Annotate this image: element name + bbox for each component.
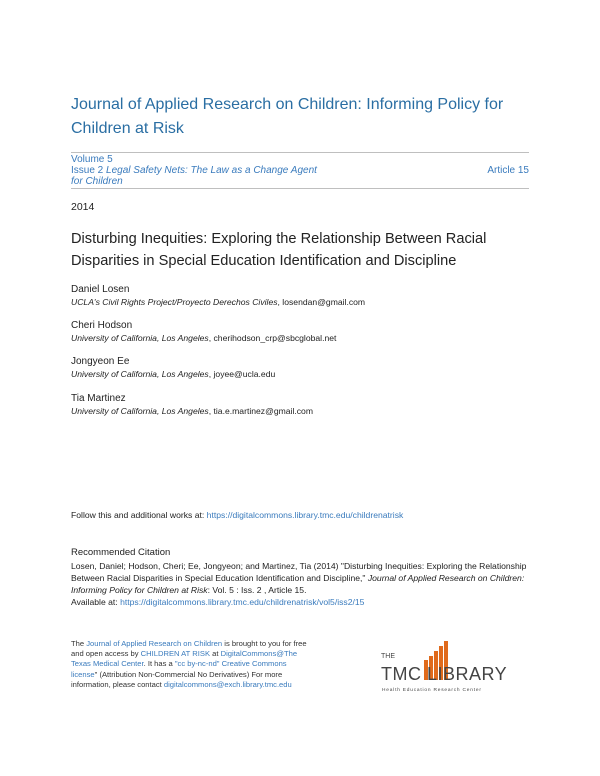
- footer-text: " (Attribution Non-Commercial No Derivatives) For more information, please contact: [71, 669, 283, 689]
- footer-text: The: [71, 639, 87, 648]
- author-affiliation: [71, 368, 531, 380]
- logo-graphic: [378, 636, 528, 696]
- author-email: , cherihodson_crp@sbcglobal.net: [208, 333, 337, 343]
- logo-tagline: Health Education Research Center: [382, 688, 482, 693]
- issue-link[interactable]: [71, 165, 331, 187]
- citation-text: Losen, Daniel; Hodson, Cheri; Ee, Jongyeon; and Martinez, Tia (2014) "Disturbing Inequities: Exploring the Relationship Between Racial Disparities in Special Education Identification and Discipline,": [71, 561, 527, 583]
- logo-the: THE: [381, 653, 395, 660]
- affiliation-text: UCLA's Civil Rights Project/Proyecto Derechos Civiles: [71, 297, 278, 307]
- tmc-library-logo: [378, 636, 528, 696]
- author-affiliation: [71, 405, 531, 417]
- author-name: Tia Martinez: [71, 393, 126, 404]
- author-name: Daniel Losen: [71, 284, 130, 295]
- author-email: , tia.e.martinez@gmail.com: [208, 406, 313, 416]
- volume-link[interactable]: Volume 5: [71, 154, 113, 165]
- available-label: Available at:: [71, 597, 121, 607]
- follow-line: [71, 510, 403, 520]
- follow-link[interactable]: https://digitalcommons.library.tmc.edu/childrenatrisk: [206, 510, 404, 520]
- logo-main-text: TMC LIBRARY: [381, 664, 508, 684]
- footer-notice: [71, 639, 311, 690]
- affiliation-text: University of California, Los Angeles: [71, 333, 209, 343]
- available-link[interactable]: https://digitalcommons.library.tmc.edu/childrenatrisk/vol5/iss2/15: [120, 597, 365, 607]
- author-block: [71, 393, 531, 417]
- publication-year: 2014: [71, 201, 95, 213]
- article-link[interactable]: Article 15: [487, 165, 529, 176]
- author-block: [71, 284, 531, 308]
- issue-title: Legal Safety Nets: The Law as a Change Agent for Children: [71, 165, 317, 187]
- journal-title[interactable]: Journal of Applied Research on Children: Informing Policy for Children at Risk: [71, 96, 504, 137]
- paper-title: Disturbing Inequities: Exploring the Relationship Between Racial Disparities in Special Education Identification and Discipline: [71, 231, 487, 269]
- footer-text: at: [210, 649, 221, 659]
- author-name: Cheri Hodson: [71, 320, 133, 331]
- top-rule: [71, 152, 529, 153]
- footer-text: is brought to you for free and open access by: [71, 639, 307, 659]
- author-block: [71, 320, 531, 344]
- affiliation-text: University of California, Los Angeles: [71, 369, 209, 379]
- footer-text: . It has a: [143, 659, 175, 669]
- author-name: Jongyeon Ee: [71, 356, 130, 367]
- author-affiliation: [71, 332, 531, 344]
- footer-journal-link[interactable]: Journal of Applied Research on Children: [86, 639, 223, 648]
- follow-text: Follow this and additional works at:: [71, 510, 207, 520]
- citation-volume: : Vol. 5 : Iss. 2 , Article 15.: [207, 585, 307, 595]
- recommended-citation-heading: Recommended Citation: [71, 547, 171, 558]
- footer-license-link[interactable]: "cc by-nc-nd" Creative Commons license: [71, 659, 287, 679]
- author-email: , losendan@gmail.com: [277, 297, 366, 307]
- author-block: [71, 356, 531, 380]
- footer-contact-link[interactable]: digitalcommons@exch.library.tmc.edu: [163, 679, 292, 689]
- footer-children-at-risk-link[interactable]: CHILDREN AT RISK: [140, 649, 211, 659]
- affiliation-text: University of California, Los Angeles: [71, 406, 209, 416]
- issue-prefix: Issue 2: [71, 165, 107, 176]
- author-email: , joyee@ucla.edu: [208, 369, 276, 379]
- citation-journal: Journal of Applied Research on Children: Informing Policy for Children at Risk: [71, 573, 525, 595]
- footer-digitalcommons-link[interactable]: DigitalCommons@The Texas Medical Center: [71, 649, 298, 669]
- author-affiliation: [71, 296, 531, 308]
- bottom-rule: [71, 188, 529, 189]
- citation-body: [71, 560, 533, 608]
